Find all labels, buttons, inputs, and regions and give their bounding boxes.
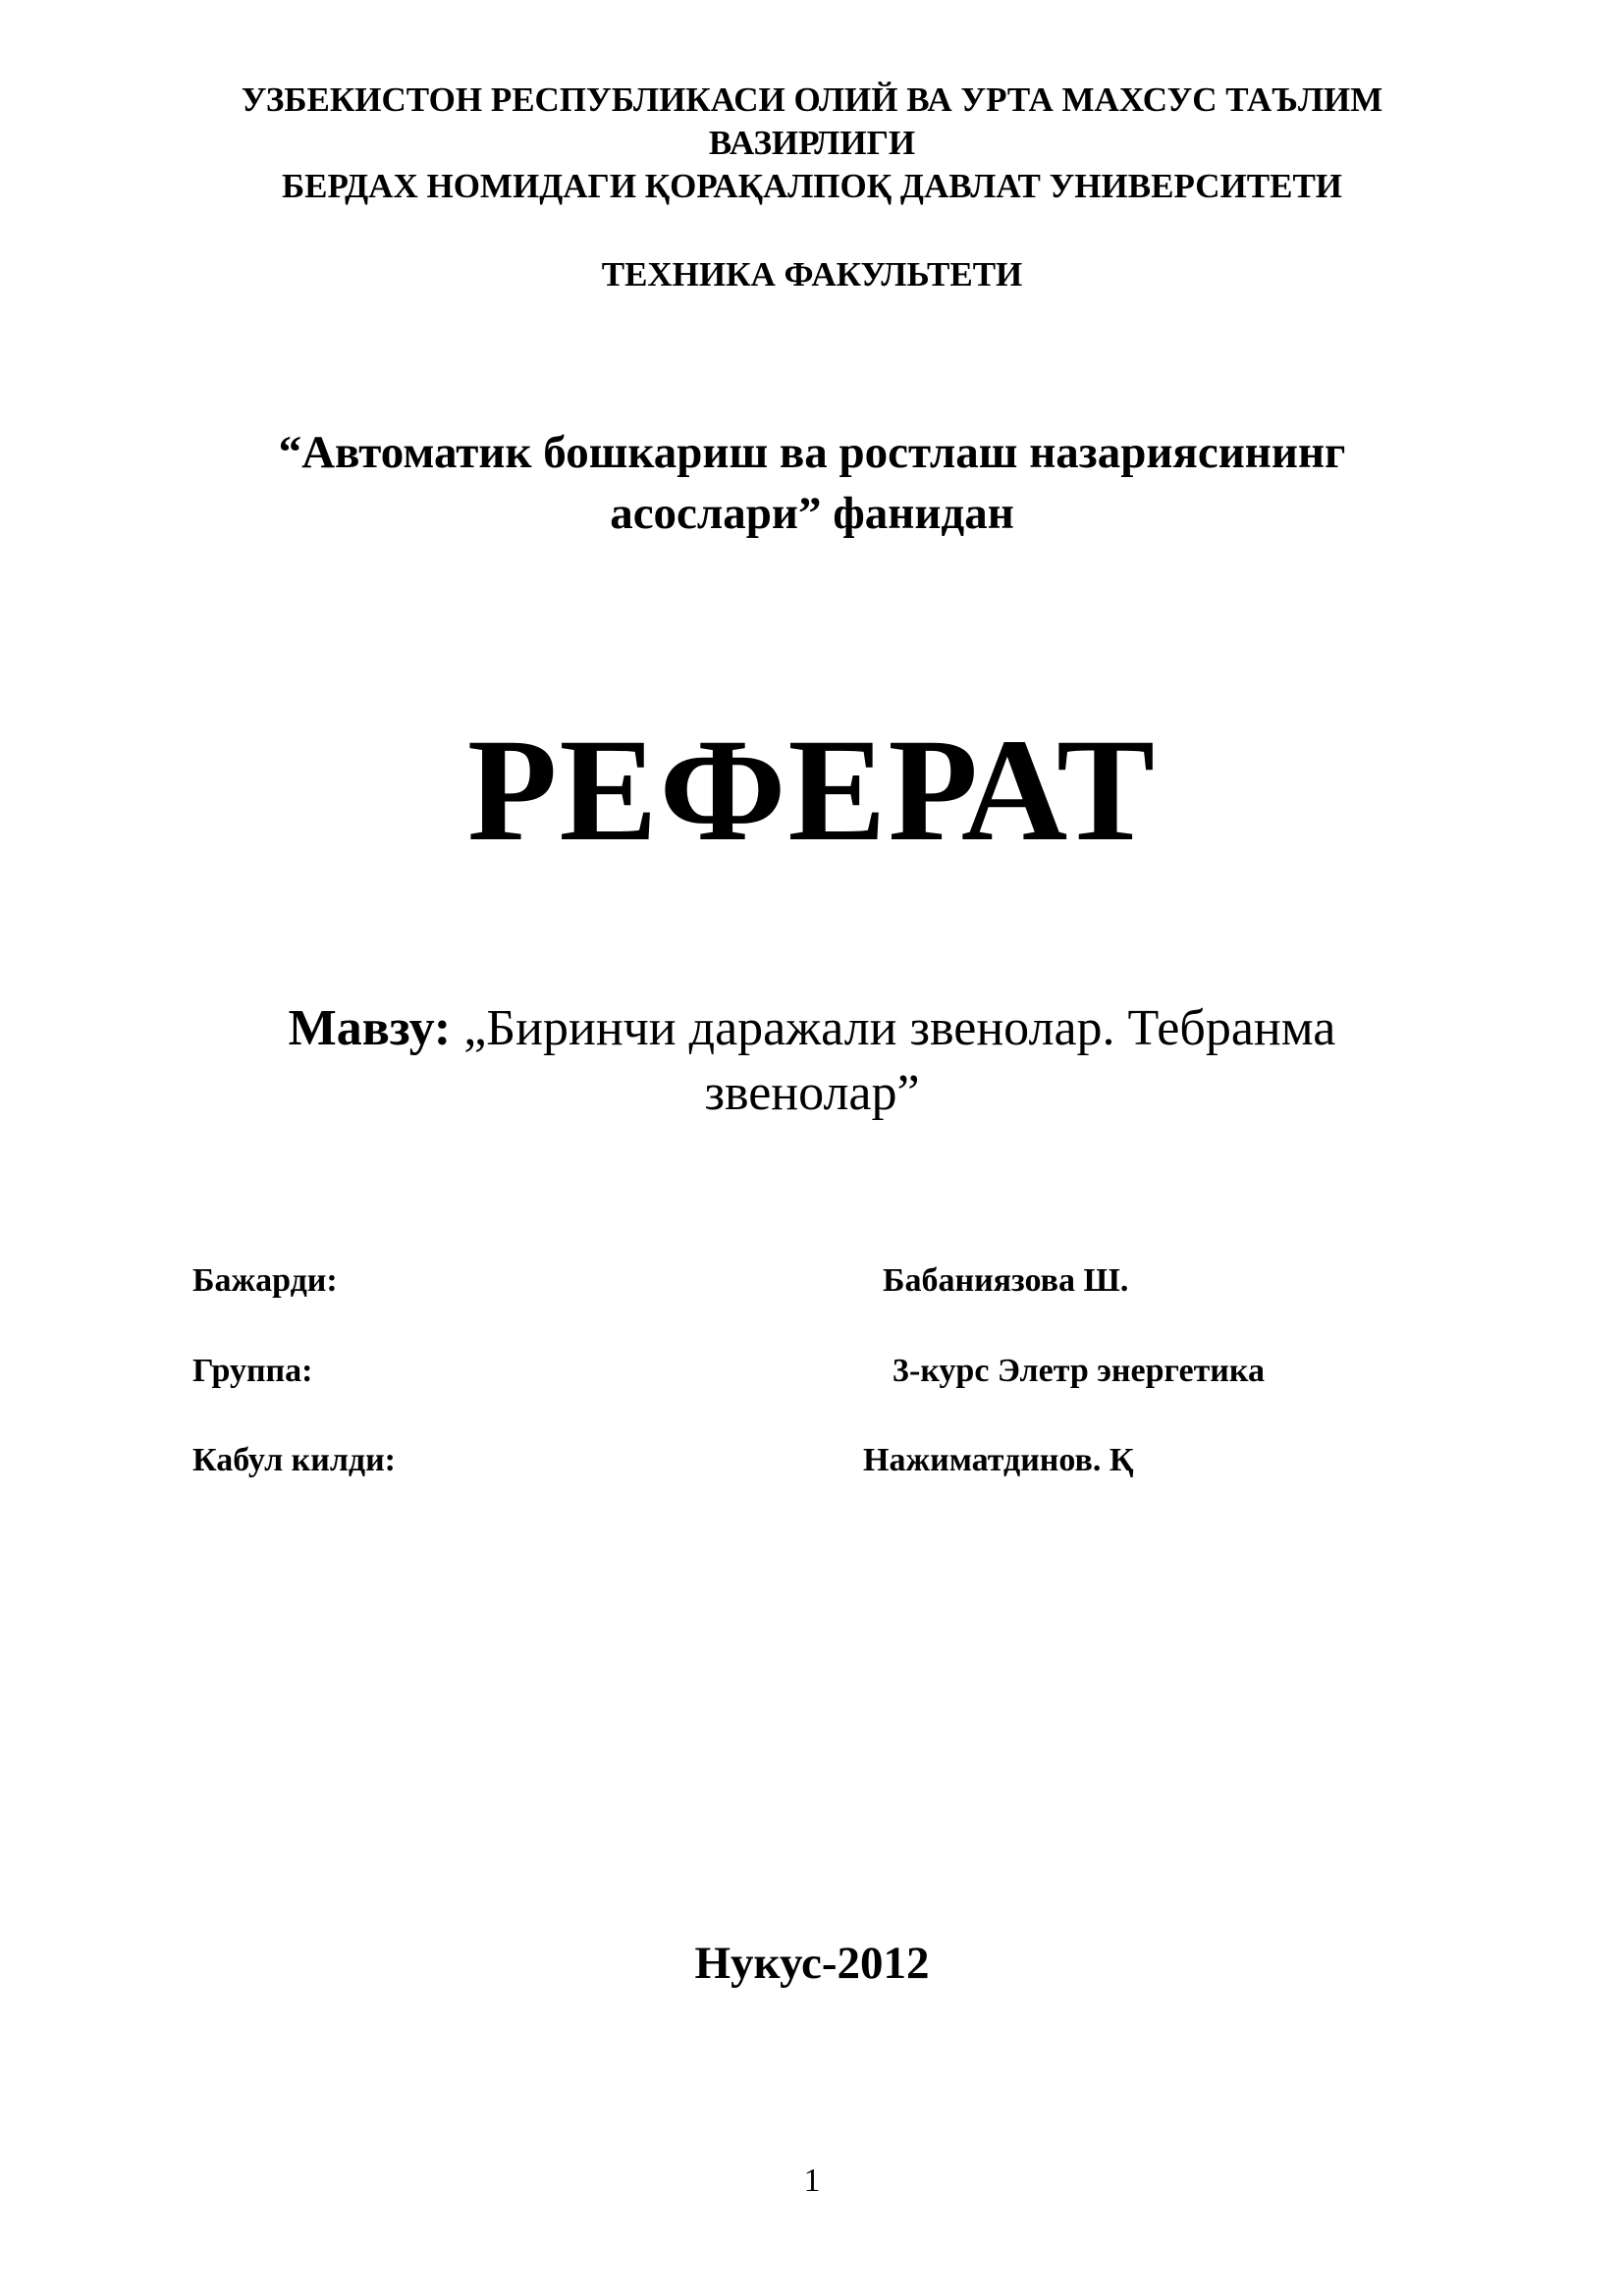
subject-title xyxy=(0,422,1624,544)
university-name: БЕРДАХ НОМИДАГИ ҚОРАҚАЛПОҚ ДАВЛАТ УНИВЕРСИТЕТИ xyxy=(281,167,1343,205)
group-value: 3-курс Элетр энергетика xyxy=(893,1353,1265,1389)
page-number: 1 xyxy=(803,2163,821,2199)
ministry-line-2: ВАЗИРЛИГИ xyxy=(708,124,916,162)
topic-label: Мавзу: xyxy=(288,1000,452,1056)
info-row-group xyxy=(192,1347,1469,1396)
topic xyxy=(0,996,1624,1126)
document-type-heading: РЕФЕРАТ xyxy=(466,709,1158,872)
accepted-value: Нажиматдинов. Қ xyxy=(863,1442,1134,1478)
city-year: Нукус-2012 xyxy=(694,1938,930,1989)
info-row-accepted xyxy=(192,1436,1469,1485)
topic-line-2: звенолар” xyxy=(704,1065,920,1121)
info-row-performed xyxy=(192,1256,1469,1306)
topic-text-1: „Биринчи даражали звенолар. Тебранма xyxy=(451,1000,1336,1056)
ministry-line-1: УЗБЕКИСТОН РЕСПУБЛИКАСИ ОЛИЙ ВА УРТА МАХСУС ТАЪЛИМ xyxy=(241,80,1383,119)
faculty-name: ТЕХНИКА ФАКУЛЬТЕТИ xyxy=(601,255,1023,294)
subject-line-2: асослари” фанидан xyxy=(610,488,1014,539)
performed-value: Бабаниязова Ш. xyxy=(883,1262,1129,1299)
group-label: Группа: xyxy=(192,1353,313,1389)
accepted-label: Кабул килди: xyxy=(192,1442,397,1478)
subject-line-1: “Автоматик бошкариш ва ростлаш назариясининг xyxy=(278,427,1346,478)
ministry-header xyxy=(0,79,1624,208)
performed-label: Бажарди: xyxy=(192,1262,338,1299)
topic-line-1 xyxy=(0,996,1624,1061)
